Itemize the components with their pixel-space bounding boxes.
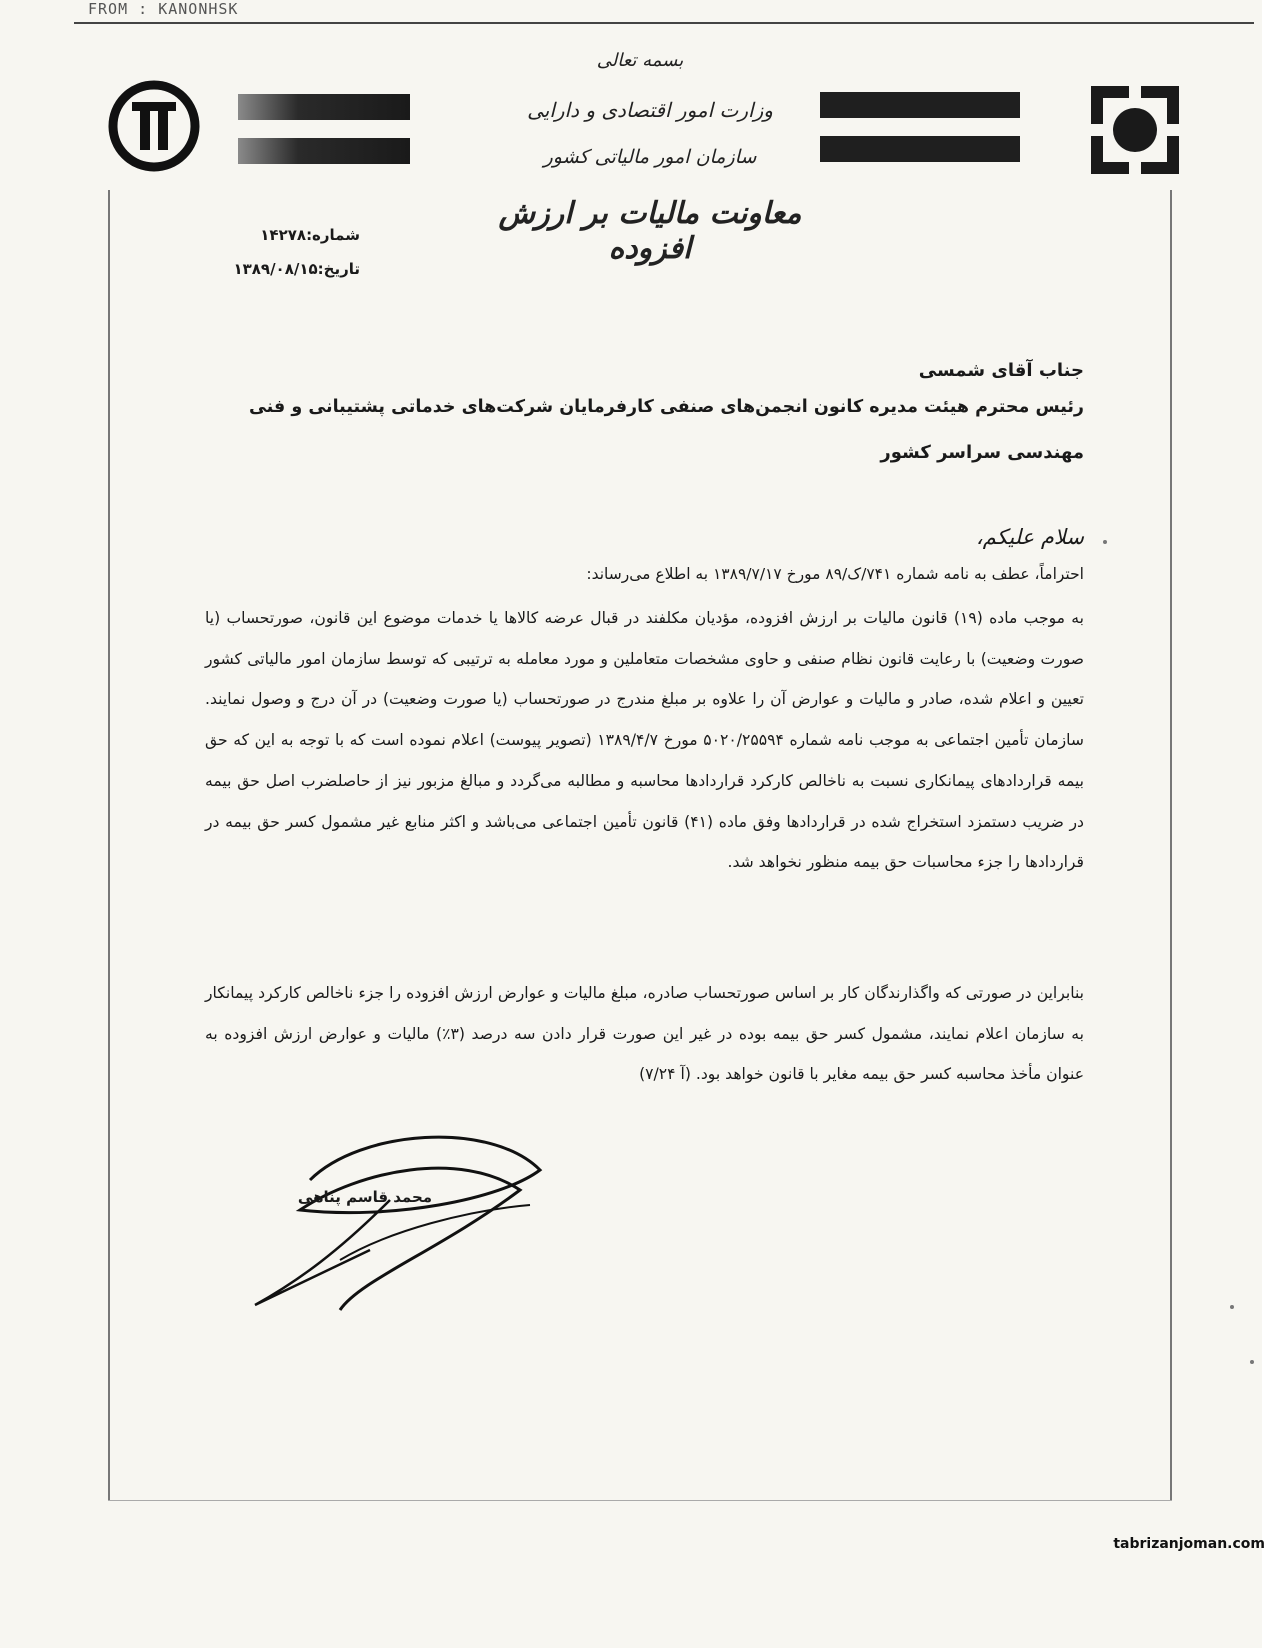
scan-speck — [1230, 1305, 1234, 1309]
department-title: معاونت مالیات بر ارزش افزوده — [498, 196, 802, 266]
organization-name: سازمان امور مالیاتی کشور — [543, 146, 757, 168]
letter-number: شماره:۱۴۲۷۸ — [260, 226, 360, 244]
header-bar-right-bottom — [820, 136, 1020, 162]
body-paragraph-1: به موجب ماده (۱۹) قانون مالیات بر ارزش افزوده، مؤدیان مکلفند در قبال عرضه کالاها یا خدمات موضوع این قانون، صورتحساب (یا صورت وضعیت) با رعایت قانون نظام صنفی و حاوی مشخصات متعاملین و مورد معامله به ترتیبی که توسط سازمان امور مالیاتی کشور تعیین و اعلام شده، صادر و مالیات و عوارض آن را علاوه بر مبلغ مندرج در صورتحساب (یا صورت وضعیت) در آن درج و وصول نمایند. سازمان تأمین اجتماعی به موجب نامه شماره ۵۰۲۰/۲۵۵۹۴ مورخ ۱۳۸۹/۴/۷ (تصویر پیوست) اعلام نموده است که با توجه به این که حق بیمه قراردادهای پیمانکاری نسبت به ناخالص کارکرد قراردادها محاسبه و مطالبه می‌گردد و مبالغ مزبور نیز از حاصلضرب اصل حق بیمه در ضریب دستمزد استخراج شده در قراردادها وفق ماده (۴۱) قانون تأمین اجتماعی می‌باشد و اکثر منابع غیر مشمول کسر حق بیمه در قراردادها را جزء محاسبات حق بیمه منظور نخواهد شد. — [205, 609, 1085, 872]
body-paragraph-2: بنابراین در صورتی که واگذارندگان کار بر اساس صورتحساب صادره، مبلغ مالیات و عوارض ارزش افزوده را جزء ناخالص کارکرد پیمانکار به سازمان اعلام نمایند، مشمول کسر حق بیمه بوده در غیر این صورت قرار دادن سه درصد (۳٪) مالیات و عوارض ارزش افزوده به عنوان مأخذ محاسبه کسر حق بیمه مغایر با قانون خواهد بود. (آ ۷/۲۴) — [205, 984, 1084, 1084]
signature-scribble — [240, 1110, 560, 1340]
addressee-title: رئیس محترم هیئت مدیره کانون انجمن‌های صنفی کارفرمایان شرکت‌های خدماتی پشتیبانی و فنی — [248, 397, 1084, 417]
university-logo-icon — [108, 80, 200, 172]
bismillah-heading: بسمه تعالی — [596, 50, 684, 71]
scan-edge — [1262, 0, 1275, 1648]
scan-speck — [1250, 1360, 1254, 1364]
header-bar-left-bottom — [238, 138, 410, 164]
addressee-name: جناب آقای شمسی — [918, 360, 1084, 381]
header-bar-right-top — [820, 92, 1020, 118]
frame-right-line — [1170, 190, 1172, 1500]
scan-speck — [1103, 540, 1107, 544]
frame-bottom-line — [108, 1500, 1172, 1501]
signatory-name: محمد قاسم پناهی — [297, 1188, 433, 1206]
greeting: سلام علیکم، — [976, 525, 1084, 549]
top-rule — [74, 22, 1254, 24]
frame-left-line — [108, 190, 110, 1500]
addressee-title-continued: مهندسی سراسر کشور — [880, 442, 1084, 463]
header-bar-left-top — [238, 94, 410, 120]
website-watermark: tabrizanjoman.com — [1113, 1536, 1265, 1552]
letter-date: تاریخ:۱۳۸۹/۰۸/۱۵ — [233, 260, 360, 278]
intro-line: احتراماً، عطف به نامه شماره ۷۴۱/ک/۸۹ مورخ ۱۳۸۹/۷/۱۷ به اطلاع می‌رساند: — [586, 565, 1084, 583]
tax-organization-logo-icon — [1085, 80, 1185, 180]
ministry-name: وزارت امور اقتصادی و دارایی — [527, 98, 773, 122]
fax-header: FROM : KANONHSK — [88, 0, 239, 18]
